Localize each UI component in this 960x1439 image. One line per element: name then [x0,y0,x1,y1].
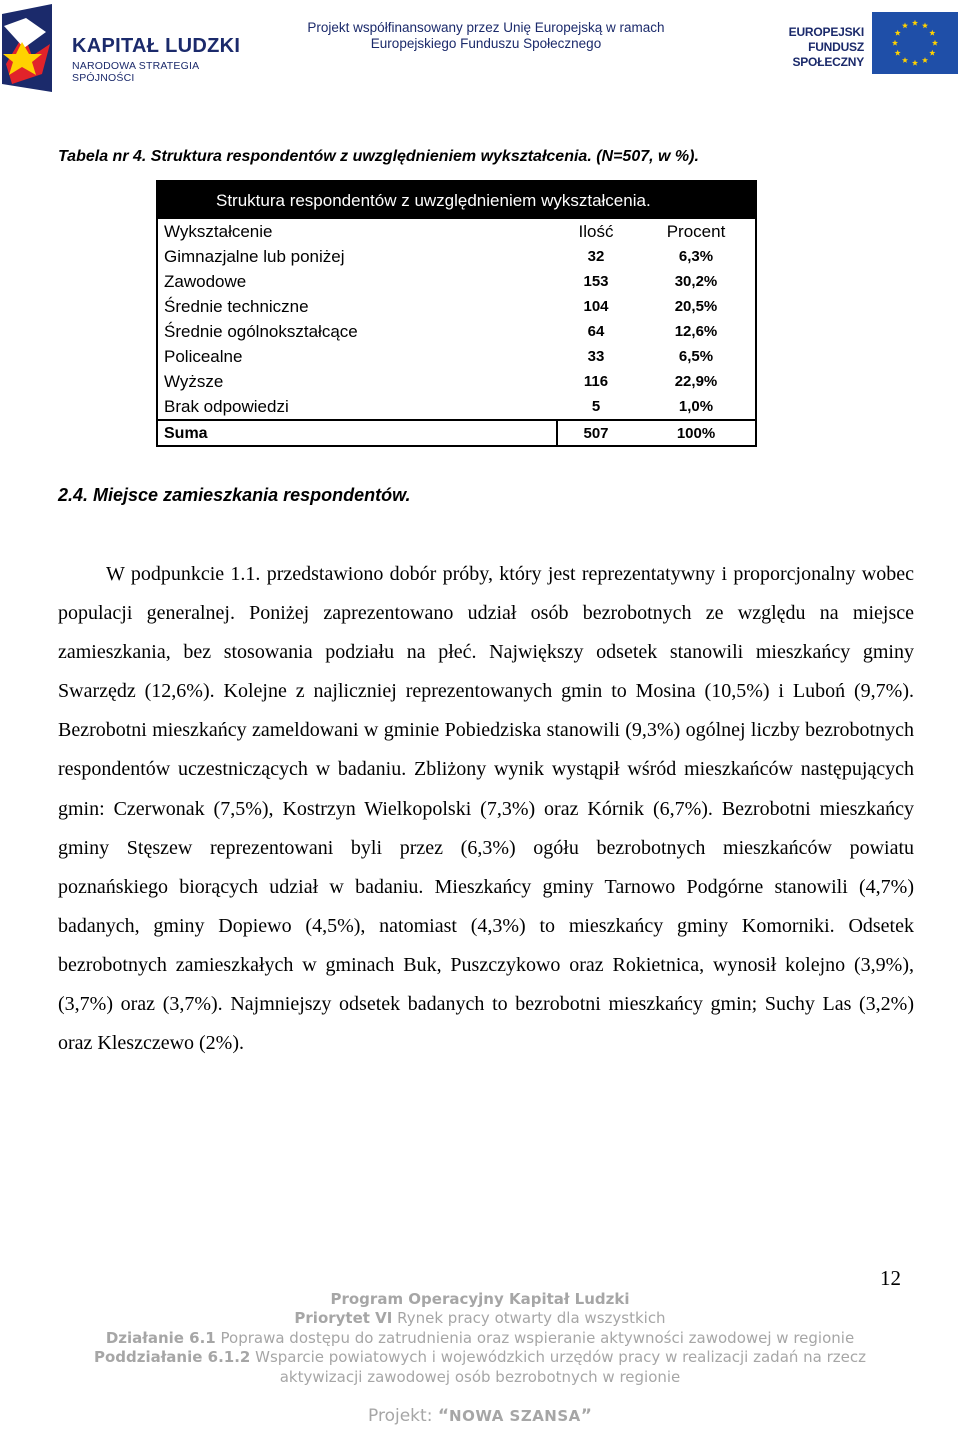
table-cell: 12,6% [674,323,718,340]
body-paragraph: W podpunkcie 1.1. przedstawiono dobór próby, który jest reprezentatywny i proporcjonalny wobec populacji generalnej. Poniżej zaprezentowano udział osób bezrobotnych ze względu na miejsce zamieszkania, bez stosowania podziału na płeć. Największy odsetek stanowili mieszkańcy gminy Swarzędz (12,6%). Kolejne z najliczniej reprezentowanych gmin to Mosina (10,5%) i Luboń (9,7%). Bezrobotni mieszkańcy zameldowani w gminie Pobiedziska stanowili (9,3%) ogólnej liczby bezrobotnych respondentów uczestniczących w badaniu. Zbliżony wynik wystąpił wśród mieszkańców następujących gmin: Czerwonak (7,5%), Kostrzyn Wielkopolski (7,3%) oraz Kórnik (6,7%). Bezrobotni mieszkańcy gminy Stęszew reprezentowani byli przez (6,3%) ogółu bezrobotnych mieszkańców powiatu poznańskiego biorących udział w badaniu. Mieszkańcy gminy Tarnowo Podgórne stanowili (4,7%) badanych, gminy Dopiewo (4,5%), natomiast (4,3%) to mieszkańcy gminy Komorniki. Odsetek bezrobotnych zamieszkałych w gminach Buk, Puszczykowo oraz Rokietnica, wynosił kolejno (3,9%), (3,7%) oraz (3,7%). Najmniejszy odsetek badanych to bezrobotni mieszkańcy gmin; Suchy Las (3,2%) oraz Kleszczewo (2%). [58,563,914,1055]
table-row [158,269,755,294]
efs-line-1: EUROPEJSKI [788,25,864,39]
footer-priority-text: Rynek pracy otwarty dla wszystkich [392,1309,666,1328]
footer-subaction [0,1348,960,1367]
logo-subtitle: NARODOWA STRATEGIA SPÓJNOŚCI [72,60,199,84]
table-cell: Brak odpowiedzi [164,397,289,416]
table-cell: 6,3% [678,248,714,265]
table-cell: Średnie ogólnokształcące [164,322,358,341]
table-cell: Wyższe [164,372,224,391]
kapital-ludzki-star-icon [2,4,52,92]
footer-subaction-text: Wsparcie powiatowych i wojewódzkich urzędów pracy w realizacji zadań na rzecz [250,1348,867,1367]
table-row [158,294,755,319]
table-cell: 153 [583,273,609,290]
table-cell: 6,5% [678,348,714,365]
footer-project-name: NOWA SZANSA [449,1407,581,1426]
table-cell: Średnie techniczne [164,297,309,316]
footer-open-quote: “ [437,1406,450,1427]
table-row [158,394,755,419]
table-cell: 64 [587,323,605,340]
table-cell: 22,9% [674,373,718,390]
table-cell: Zawodowe [164,272,247,291]
table-cell: Policealne [164,347,243,366]
table-cell: 32 [587,248,605,265]
table-cell: 30,2% [674,273,718,290]
table-cell: 1,0% [678,398,714,415]
efs-logo [744,12,958,74]
footer-subaction-label: Poddziałanie 6.1.2 [93,1348,251,1367]
footer-action-text: Poprawa dostępu do zatrudnienia oraz wspieranie aktywności zawodowej w regionie [215,1328,855,1347]
table-header-row [158,219,755,244]
column-header: Ilość [578,222,614,241]
table-cell: 104 [583,298,609,315]
footer-priority [0,1309,960,1328]
table-row [158,319,755,344]
eu-flag-icon [872,12,958,74]
section-heading: 2.4. Miejsce zamieszkania respondentów. [58,485,411,505]
footer-action [0,1329,960,1348]
cofinanced-line-1: Projekt współfinansowany przez Unię Europejską w ramach [307,20,665,35]
footer-program: Program Operacyjny Kapitał Ludzki [330,1290,630,1308]
column-header: Wykształcenie [164,222,273,241]
table-cell: Suma [164,425,208,442]
cofinanced-notice [306,20,666,52]
logo-title: KAPITAŁ LUDZKI [72,35,241,57]
footer-priority-label: Priorytet VI [294,1309,393,1328]
table-caption: Tabela nr 4. Struktura respondentów z uwzględnieniem wykształcenia. (N=507, w %). [58,148,699,165]
table-row [158,244,755,269]
table-cell: 100% [676,425,716,442]
efs-logo-text [744,25,864,70]
table-cell: 33 [587,348,605,365]
page-number: 12 [880,1266,901,1290]
page-footer [0,1290,960,1426]
efs-line-2: FUNDUSZ SPOŁECZNY [792,40,864,69]
table-cell: 116 [583,373,609,390]
table-title: Struktura respondentów z uwzględnieniem wykształcenia. [158,182,755,219]
table-cell: 5 [591,398,601,415]
table-cell: 20,5% [674,298,718,315]
table-cell: 507 [583,425,609,442]
education-table [156,180,757,447]
column-header: Procent [666,222,726,241]
footer-subaction-continued: aktywizacji zawodowej osób bezrobotnych w regionie [279,1367,681,1386]
footer-project-label: Projekt: [368,1406,438,1427]
cofinanced-line-2: Europejskiego Funduszu Społecznego [370,36,602,51]
page-header [0,0,960,100]
table-sum-row [158,419,755,447]
table-row [158,344,755,369]
footer-close-quote: ” [580,1406,592,1427]
footer-project [0,1407,960,1426]
footer-action-label: Działanie 6.1 [105,1328,216,1347]
table-cell: Gimnazjalne lub poniżej [164,247,345,266]
table-row [158,369,755,394]
kapital-ludzki-logo [2,4,257,94]
